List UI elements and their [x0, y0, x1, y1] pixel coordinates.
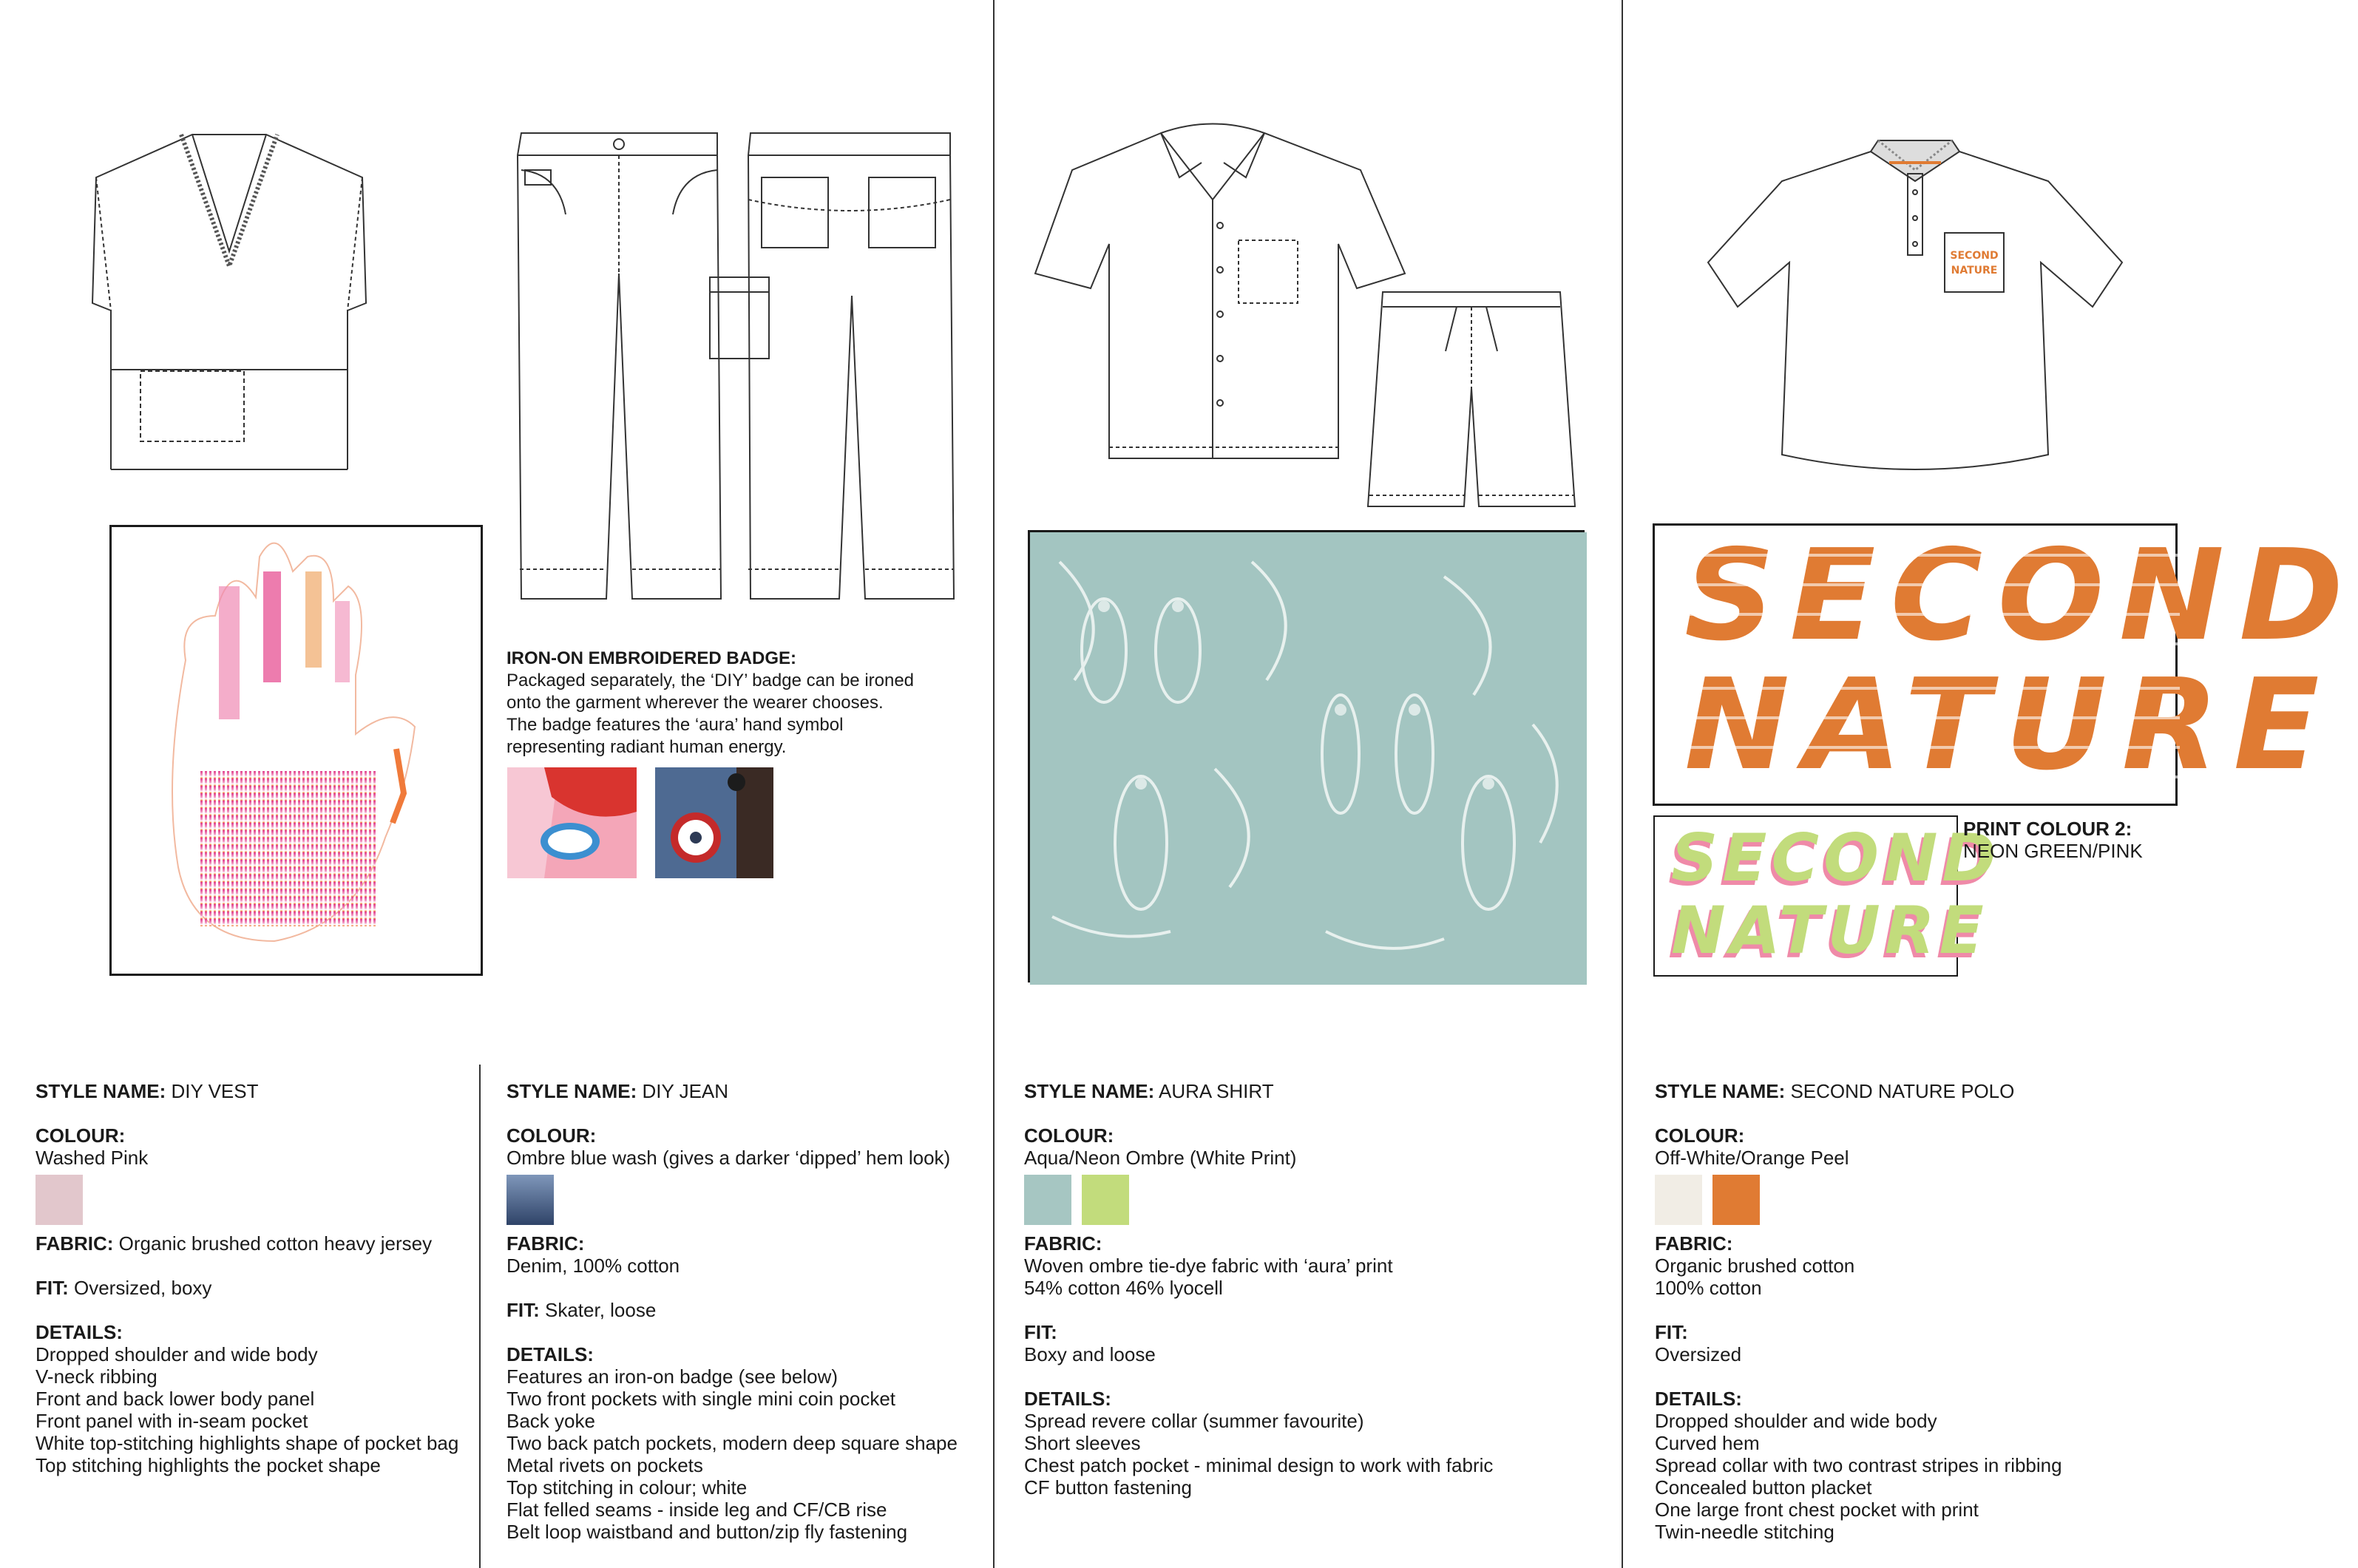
badge-photo-jean — [655, 767, 773, 878]
detail-item: Twin-needle stitching — [1655, 1521, 1834, 1543]
second-nature-print-green-pink — [1653, 815, 2001, 977]
spec-diy-jean — [507, 1080, 980, 1543]
detail-item: Chest patch pocket - minimal design to work with fabric — [1024, 1454, 1494, 1476]
colour-value: Washed Pink — [35, 1147, 149, 1169]
badge-photo-vest — [507, 767, 637, 878]
style-name-label: STYLE NAME: — [35, 1080, 166, 1102]
style-name-value: AURA SHIRT — [1159, 1080, 1274, 1102]
colour-swatches — [1655, 1175, 2202, 1225]
badge-heading: IRON-ON EMBROIDERED BADGE: — [507, 648, 797, 668]
detail-item: Short sleeves — [1024, 1432, 1141, 1454]
colour-label: COLOUR: — [1655, 1124, 1745, 1147]
badge-line: onto the garment wherever the wearer chooses. — [507, 693, 884, 713]
detail-item: Dropped shoulder and wide body — [35, 1343, 318, 1365]
detail-item: Top stitching highlights the pocket shape — [35, 1454, 381, 1476]
print-colour-2-title: PRINT COLOUR 2: — [1963, 818, 2132, 840]
colour-swatches — [35, 1175, 472, 1225]
print-colour-2-value: NEON GREEN/PINK — [1963, 840, 2143, 862]
detail-item: Flat felled seams - inside leg and CF/CB rise — [507, 1499, 887, 1521]
colour-swatches — [1024, 1175, 1608, 1225]
detail-item: Curved hem — [1655, 1432, 1760, 1454]
fabric-label: FABRIC: — [507, 1232, 585, 1255]
detail-item: Top stitching in colour; white — [507, 1476, 748, 1499]
fabric-value: Organic brushed cotton — [1655, 1255, 1855, 1277]
fit-label: FIT: — [1655, 1321, 1688, 1343]
divider-jean-shirt — [993, 0, 995, 1568]
logo-line2: NATURE — [1684, 652, 2334, 798]
detail-item: V-neck ribbing — [35, 1365, 157, 1388]
fit-row: FIT: Skater, loose — [507, 1299, 657, 1321]
aura-print-swatch — [1028, 530, 1585, 982]
detail-item: One large front chest pocket with print — [1655, 1499, 1979, 1521]
colour-value: Aqua/Neon Ombre (White Print) — [1024, 1147, 1297, 1169]
detail-item: Spread revere collar (summer favourite) — [1024, 1410, 1364, 1432]
detail-item: Metal rivets on pockets — [507, 1454, 703, 1476]
fit-value: Boxy and loose — [1024, 1343, 1156, 1365]
detail-item: Spread collar with two contrast stripes in ribbing — [1655, 1454, 2062, 1476]
detail-item: Two back patch pockets, modern deep square shape — [507, 1432, 958, 1454]
style-name-row: STYLE NAME: AURA SHIRT — [1024, 1080, 1274, 1102]
detail-item: CF button fastening — [1024, 1476, 1192, 1499]
detail-item: Front and back lower body panel — [35, 1388, 315, 1410]
colour-label: COLOUR: — [35, 1124, 126, 1147]
print-colour-2-label — [1963, 818, 2143, 862]
colour-label: COLOUR: — [1024, 1124, 1114, 1147]
colour-label: COLOUR: — [507, 1124, 597, 1147]
style-name-row: STYLE NAME: DIY JEAN — [507, 1080, 729, 1102]
style-name-row: STYLE NAME: SECOND NATURE POLO — [1655, 1080, 2015, 1102]
fit-value: Oversized — [1655, 1343, 1742, 1365]
jean-front-sketch — [507, 126, 728, 614]
details-label: DETAILS: — [1024, 1388, 1111, 1410]
detail-item: Back yoke — [507, 1410, 595, 1432]
badge-description — [507, 648, 965, 758]
detail-item: Dropped shoulder and wide body — [1655, 1410, 1937, 1432]
fit-row: FIT: Oversized, boxy — [35, 1277, 212, 1299]
swatch-orange-peel — [1712, 1175, 1760, 1225]
aura-shirt-sketch — [1020, 118, 1405, 458]
colour-value: Ombre blue wash (gives a darker ‘dipped’ hem look) — [507, 1147, 951, 1169]
style-name-value: SECOND NATURE POLO — [1790, 1080, 2015, 1102]
style-name-value: DIY JEAN — [642, 1080, 729, 1102]
detail-item: Two front pockets with single mini coin pocket — [507, 1388, 896, 1410]
fabric-value: 100% cotton — [1655, 1277, 1762, 1299]
detail-item: Features an iron-on badge (see below) — [507, 1365, 838, 1388]
detail-item: White top-stitching highlights shape of pocket bag — [35, 1432, 459, 1454]
fabric-label: FABRIC: — [1655, 1232, 1733, 1255]
badge-line: representing radiant human energy. — [507, 737, 787, 757]
vest-flat-sketch — [81, 126, 377, 481]
detail-item: Front panel with in-seam pocket — [35, 1410, 308, 1432]
spec-aura-shirt — [1024, 1080, 1608, 1499]
details-label: DETAILS: — [35, 1321, 123, 1343]
divider-shirt-polo — [1622, 0, 1623, 1568]
swatch-off-white — [1655, 1175, 1702, 1225]
fabric-value: Denim, 100% cotton — [507, 1255, 680, 1277]
swatch-neon-green — [1082, 1175, 1129, 1225]
aura-shorts-sketch — [1361, 285, 1582, 506]
detail-item: Concealed button placket — [1655, 1476, 1872, 1499]
details-label: DETAILS: — [1655, 1388, 1742, 1410]
fabric-value: 54% cotton 46% lyocell — [1024, 1277, 1223, 1299]
swatch-ombre-denim — [507, 1175, 554, 1225]
colour-swatches — [507, 1175, 980, 1225]
fabric-value: Woven ombre tie-dye fabric with ‘aura’ print — [1024, 1255, 1393, 1277]
swatch-aqua — [1024, 1175, 1071, 1225]
svg-text:SECOND: SECOND — [1950, 250, 1999, 262]
logo-line1: SECOND — [1684, 523, 2358, 669]
badge-line: Packaged separately, the ‘DIY’ badge can be ironed — [507, 671, 915, 690]
second-nature-polo-sketch — [1701, 137, 2130, 477]
style-name-value: DIY VEST — [171, 1080, 259, 1102]
divider-vest-jean — [479, 1065, 481, 1568]
second-nature-print-orange — [1653, 523, 2358, 806]
spec-second-nature-polo — [1655, 1080, 2202, 1543]
logo-line2-alt: NATURE — [1671, 892, 1988, 968]
svg-text:NATURE: NATURE — [1951, 265, 1998, 276]
details-label: DETAILS: — [507, 1343, 594, 1365]
fabric-row: FABRIC: Organic brushed cotton heavy jersey — [35, 1232, 433, 1255]
badge-line: The badge features the ‘aura’ hand symbol — [507, 715, 844, 735]
style-name-row — [35, 1080, 472, 1102]
detail-item: Belt loop waistband and button/zip fly fastening — [507, 1521, 908, 1543]
jean-back-sketch — [739, 126, 961, 614]
spec-diy-vest — [35, 1080, 472, 1476]
logo-line1-alt: SECOND — [1671, 820, 2001, 896]
aura-hand-badge-artwork — [109, 525, 483, 976]
fabric-label: FABRIC: — [1024, 1232, 1102, 1255]
colour-value: Off-White/Orange Peel — [1655, 1147, 1849, 1169]
swatch-washed-pink — [35, 1175, 83, 1225]
fit-label: FIT: — [1024, 1321, 1057, 1343]
